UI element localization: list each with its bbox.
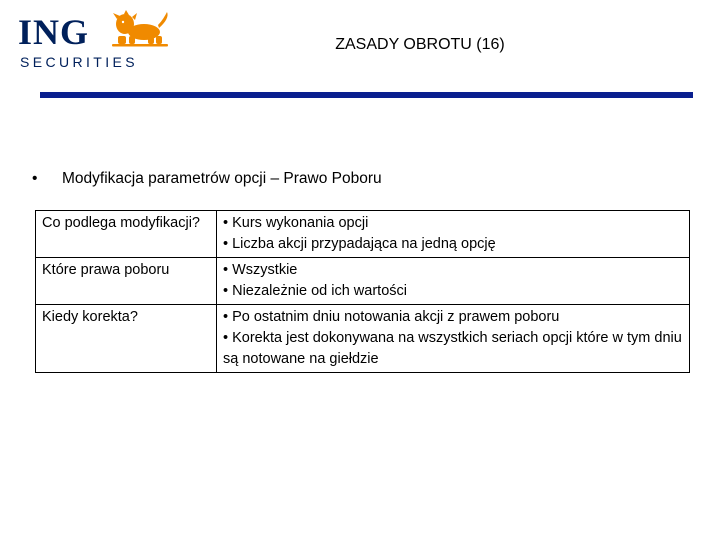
answer-item: • Niezależnie od ich wartości xyxy=(223,283,407,299)
answer-item: • Liczba akcji przypadająca na jedną opcję xyxy=(223,236,496,252)
answer-item: • Kurs wykonania opcji xyxy=(223,215,369,231)
rules-table xyxy=(35,210,690,373)
ing-securities-logo xyxy=(18,10,178,72)
row-answers xyxy=(217,211,690,258)
logo-subtitle: SECURITIES xyxy=(20,54,139,70)
page-title: ZASADY OBROTU (16) xyxy=(335,36,505,53)
lion-icon xyxy=(112,10,170,48)
row-answers xyxy=(217,258,690,305)
header-divider xyxy=(40,92,693,98)
row-question: Które prawa poboru xyxy=(36,258,217,305)
bullet-marker: • xyxy=(32,170,38,187)
row-answers xyxy=(217,305,690,373)
answer-item: • Korekta jest dokonywana na wszystkich seriach opcji które w tym dniu są notowane na giełdzie xyxy=(223,330,682,367)
answer-item: • Po ostatnim dniu notowania akcji z prawem poboru xyxy=(223,309,560,325)
answer-item: • Wszystkie xyxy=(223,262,298,278)
table-row xyxy=(36,258,690,305)
section-heading: Modyfikacja parametrów opcji – Prawo Poboru xyxy=(62,170,382,187)
table-row xyxy=(36,211,690,258)
logo-wordmark: ING xyxy=(18,12,90,52)
table-row xyxy=(36,305,690,373)
row-question: Co podlega modyfikacji? xyxy=(36,211,217,258)
row-question: Kiedy korekta? xyxy=(36,305,217,373)
